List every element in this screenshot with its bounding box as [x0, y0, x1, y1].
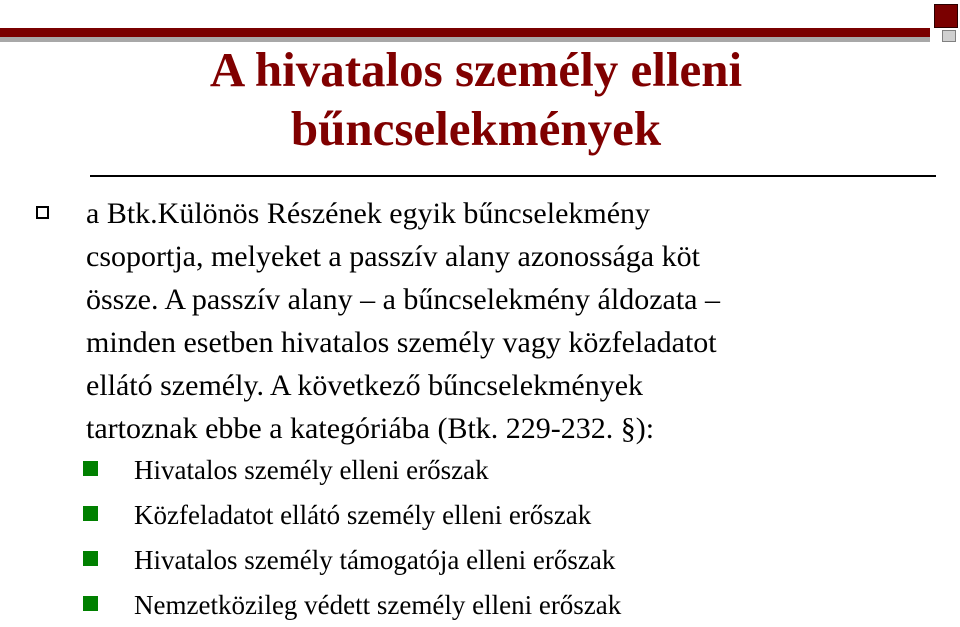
sub-bullet-label: Közfeladatot ellátó személy elleni erőszak	[134, 500, 592, 530]
list-item	[0, 583, 960, 627]
green-square-bullet-icon	[83, 596, 98, 611]
corner-square-icon	[934, 4, 958, 28]
main-bullet-line-5: ellátó személy. A következő bűncselekmények	[86, 369, 644, 402]
list-item	[0, 538, 960, 582]
hollow-square-bullet-icon	[36, 206, 49, 219]
main-bullet-line-2: csoportja, melyeket a passzív alany azonossága köt	[86, 240, 700, 273]
sub-bullet-label: Nemzetközileg védett személy elleni erőszak	[134, 590, 622, 620]
green-square-bullet-icon	[83, 551, 98, 566]
main-bullet-line-4: minden esetben hivatalos személy vagy közfeladatot	[86, 326, 717, 359]
main-bullet-line-6: tartoznak ebbe a kategóriába (Btk. 229-232. §):	[86, 412, 655, 445]
list-item	[0, 448, 960, 492]
top-accent-bar	[0, 28, 930, 37]
green-square-bullet-icon	[83, 461, 98, 476]
sub-bullet-label: Hivatalos személy támogatója elleni erőszak	[134, 545, 616, 575]
title-divider	[90, 175, 936, 177]
main-bullet-line-1: a Btk.Különös Részének egyik bűncselekmény	[86, 197, 651, 230]
green-square-bullet-icon	[83, 506, 98, 521]
main-bullet-text	[86, 192, 946, 450]
main-bullet-line-3: össze. A passzív alany – a bűncselekmény áldozata –	[86, 283, 720, 316]
slide-title	[0, 40, 952, 158]
slide-title-line-1: A hivatalos személy elleni	[209, 42, 743, 97]
slide-title-line-2: bűncselekmények	[290, 101, 662, 156]
sub-bullet-label: Hivatalos személy elleni erőszak	[134, 455, 489, 485]
list-item	[0, 493, 960, 537]
